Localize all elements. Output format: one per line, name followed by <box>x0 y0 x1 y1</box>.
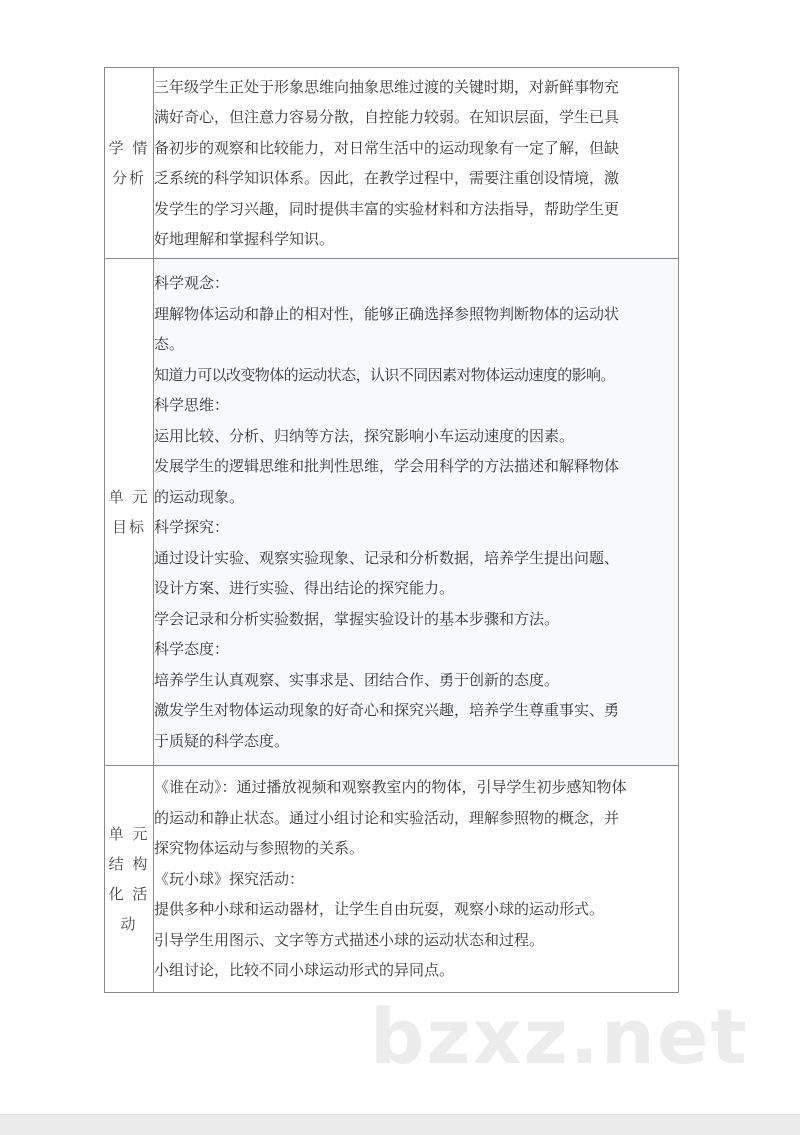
lesson-plan-table <box>104 67 679 993</box>
text-line: 的运动和静止状态。通过小组讨论和实验活动，理解参照物的概念，并 <box>154 808 620 827</box>
row-label-unit-goals <box>105 259 154 766</box>
section-heading: 科学观念： <box>154 274 230 292</box>
text-line: 激发学生对物体运动现象的好奇心和探究兴趣，培养学生尊重事实、勇 <box>154 701 620 719</box>
row-label-student-analysis <box>105 68 154 259</box>
text-line: 于质疑的科学态度。 <box>154 731 290 750</box>
text-line: 培养学生认真观察、实事求是、团结合作、勇于创新的态度。 <box>154 670 560 689</box>
section-heading: 科学探究： <box>154 518 230 536</box>
label-line: 目标 <box>111 518 146 536</box>
label-line: 学 情 <box>108 139 150 157</box>
row-label-structured-activities <box>105 766 154 993</box>
text-line: 学会记录和分析实验数据，掌握实验设计的基本步骤和方法。 <box>154 609 560 628</box>
label-line: 单 元 <box>108 825 150 843</box>
section-heading: 科学思维： <box>154 396 230 414</box>
table-row-unit-goals <box>105 259 679 766</box>
watermark: bzxz.net <box>370 992 749 1081</box>
text-line: 满好奇心，但注意力容易分散，自控能力较弱。在知识层面，学生已具 <box>154 108 620 126</box>
row-content-student-analysis <box>154 68 679 259</box>
text-line: 好地理解和掌握科学知识。 <box>154 230 335 248</box>
label-line: 单 元 <box>108 488 150 506</box>
page-separator <box>0 1114 800 1135</box>
text-line: 乏系统的科学知识体系。因此，在教学过程中，需要注重创设情境，激 <box>154 169 620 187</box>
text-line: 的运动现象。 <box>154 487 245 506</box>
text-line: 小组讨论，比较不同小球运动形式的异同点。 <box>154 961 455 980</box>
text-line: 知道力可以改变物体的运动状态，认识不同因素对物体运动速度的影响。 <box>154 365 615 384</box>
text-line: 备初步的观察和比较能力，对日常生活中的运动现象有一定了解，但缺 <box>154 138 620 157</box>
text-line: 发展学生的逻辑思维和批判性思维，学会用科学的方法描述和解释物体 <box>154 457 620 475</box>
text-line: 设计方案、进行实验、得出结论的探究能力。 <box>154 579 455 597</box>
text-line: 态。 <box>154 335 185 353</box>
table-row-student-analysis <box>105 68 679 259</box>
text-line: 探究物体运动与参照物的关系。 <box>154 839 365 858</box>
label-line: 化 活 <box>108 885 150 903</box>
label-line: 动 <box>120 915 138 933</box>
section-heading: 《玩小球》探究活动： <box>154 869 305 888</box>
text-line: 发学生的学习兴趣，同时提供丰富的实验材料和方法指导，帮助学生更 <box>154 199 620 218</box>
label-line: 结 构 <box>108 855 150 873</box>
section-heading: 科学态度： <box>154 640 230 658</box>
text-line: 提供多种小球和运动器材，让学生自由玩耍，观察小球的运动形式。 <box>154 900 605 919</box>
row-content-structured-activities <box>154 766 679 993</box>
text-line: 运用比较、分析、归纳等方法，探究影响小车运动速度的因素。 <box>154 426 575 445</box>
text-line: 三年级学生正处于形象思维向抽象思维过渡的关键时期，对新鲜事物充 <box>154 77 620 96</box>
label-line: 分析 <box>111 169 146 187</box>
text-line: 理解物体运动和静止的相对性，能够正确选择参照物判断物体的运动状 <box>154 304 620 323</box>
text-line: 引导学生用图示、文字等方式描述小球的运动状态和过程。 <box>154 930 545 949</box>
text-line: 《谁在动》：通过播放视频和观察教室内的物体，引导学生初步感知物体 <box>154 778 627 797</box>
row-content-unit-goals <box>154 259 679 766</box>
text-line: 通过设计实验、观察实验现象、记录和分析数据，培养学生提出问题、 <box>154 548 620 567</box>
table-row-structured-activities <box>105 766 679 993</box>
